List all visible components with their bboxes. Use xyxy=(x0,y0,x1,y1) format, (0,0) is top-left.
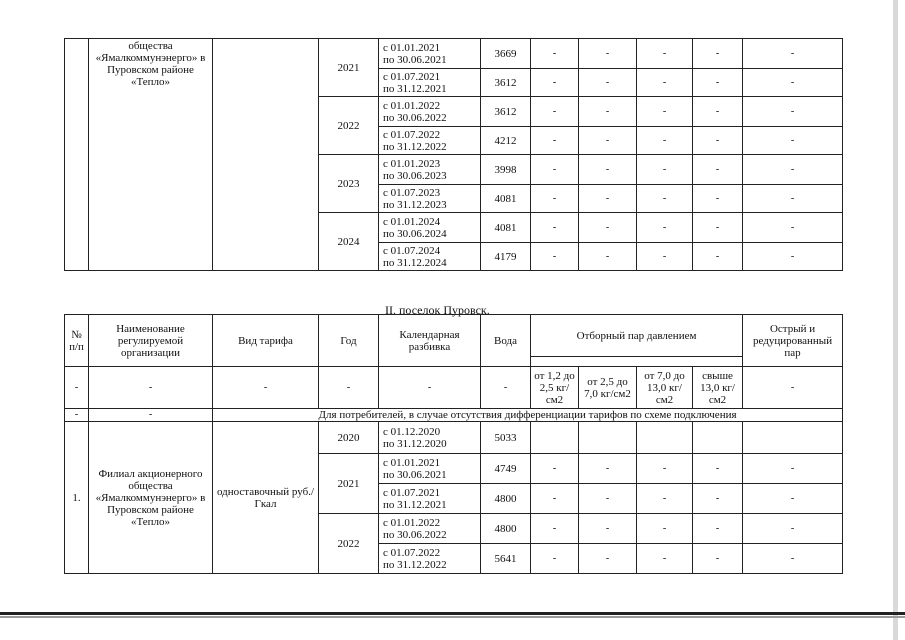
pressure-header-4: свыше 13,0 кг/см2 xyxy=(693,367,743,409)
water-value: 5033 xyxy=(481,422,531,454)
dash-cell: - xyxy=(531,155,579,185)
header-steam: Отборный пар давлением xyxy=(531,315,743,357)
pressure-header-1: от 1,2 до 2,5 кг/см2 xyxy=(531,367,579,409)
empty-cell xyxy=(579,422,637,454)
dash-cell: - xyxy=(213,367,319,409)
year-cell: 2023 xyxy=(319,155,379,213)
dash-cell: - xyxy=(637,484,693,514)
water-value: 4179 xyxy=(481,243,531,271)
dash-cell: - xyxy=(693,514,743,544)
tariff-type-cell xyxy=(213,39,319,271)
dash-cell: - xyxy=(743,367,843,409)
water-value: 3612 xyxy=(481,97,531,127)
water-value: 4800 xyxy=(481,484,531,514)
dash-cell: - xyxy=(743,185,843,213)
scan-edge-bottom xyxy=(0,612,905,615)
period-cell: с 01.07.2021 по 31.12.2021 xyxy=(379,484,481,514)
consumers-note: Для потребителей, в случае отсутствия дифференциации тарифов по схеме подключения xyxy=(213,409,843,422)
dash-cell: - xyxy=(89,409,213,422)
header-water: Вода xyxy=(481,315,531,367)
dash-cell: - xyxy=(579,69,637,97)
dash-cell: - xyxy=(579,155,637,185)
period-cell: с 01.01.2024 по 30.06.2024 xyxy=(379,213,481,243)
year-cell: 2021 xyxy=(319,39,379,97)
dash-cell: - xyxy=(579,544,637,574)
dash-cell: - xyxy=(531,69,579,97)
scan-edge-bottom-shadow xyxy=(0,616,905,618)
dash-cell: - xyxy=(693,484,743,514)
dash-cell: - xyxy=(693,127,743,155)
water-value: 4800 xyxy=(481,514,531,544)
dash-cell: - xyxy=(743,97,843,127)
dash-cell: - xyxy=(743,155,843,185)
dash-cell: - xyxy=(65,367,89,409)
dash-cell: - xyxy=(531,213,579,243)
year-cell: 2024 xyxy=(319,213,379,271)
dash-cell: - xyxy=(579,97,637,127)
dash-cell: - xyxy=(743,39,843,69)
water-value: 4749 xyxy=(481,454,531,484)
year-cell: 2022 xyxy=(319,514,379,574)
dash-cell: - xyxy=(379,367,481,409)
header-tariff-type: Вид тарифа xyxy=(213,315,319,367)
dash-cell: - xyxy=(637,155,693,185)
dash-cell: - xyxy=(743,544,843,574)
header-calendar: Календарная разбивка xyxy=(379,315,481,367)
dash-cell: - xyxy=(579,213,637,243)
dash-cell: - xyxy=(531,243,579,271)
dash-cell: - xyxy=(693,39,743,69)
dash-cell: - xyxy=(637,97,693,127)
dash-cell: - xyxy=(637,185,693,213)
dash-cell: - xyxy=(743,69,843,97)
year-cell: 2020 xyxy=(319,422,379,454)
water-value: 4081 xyxy=(481,213,531,243)
period-cell: с 01.07.2023 по 31.12.2023 xyxy=(379,185,481,213)
period-cell: с 01.01.2021 по 30.06.2021 xyxy=(379,39,481,69)
header-num: № п/п xyxy=(65,315,89,367)
dash-cell: - xyxy=(637,213,693,243)
dash-cell: - xyxy=(579,39,637,69)
section-title: II. поселок Пуровск. xyxy=(385,303,490,317)
empty-cell xyxy=(693,422,743,454)
empty-cell xyxy=(637,422,693,454)
dash-cell: - xyxy=(481,367,531,409)
empty-cell xyxy=(531,422,579,454)
tariff-type-cell: одноставочный руб./Гкал xyxy=(213,422,319,574)
dash-cell: - xyxy=(531,39,579,69)
scan-edge-right xyxy=(893,0,898,640)
dash-cell: - xyxy=(637,544,693,574)
row-number-cell xyxy=(65,39,89,271)
dash-cell: - xyxy=(579,514,637,544)
row-number-cell: 1. xyxy=(65,422,89,574)
water-value: 4081 xyxy=(481,185,531,213)
period-cell: с 01.01.2023 по 30.06.2023 xyxy=(379,155,481,185)
dash-cell: - xyxy=(637,454,693,484)
dash-cell: - xyxy=(693,69,743,97)
dash-cell: - xyxy=(693,454,743,484)
tariff-table-purovsk xyxy=(64,314,843,574)
dash-cell: - xyxy=(743,243,843,271)
pressure-header-2: от 2,5 до 7,0 кг/см2 xyxy=(579,367,637,409)
dash-cell: - xyxy=(637,39,693,69)
dash-cell: - xyxy=(693,185,743,213)
dash-cell: - xyxy=(693,97,743,127)
dash-cell: - xyxy=(579,243,637,271)
period-cell: с 01.01.2022 по 30.06.2022 xyxy=(379,514,481,544)
dash-cell: - xyxy=(579,484,637,514)
dash-cell: - xyxy=(693,155,743,185)
dash-cell: - xyxy=(531,127,579,155)
period-cell: с 01.07.2022 по 31.12.2022 xyxy=(379,127,481,155)
period-cell: с 01.01.2022 по 30.06.2022 xyxy=(379,97,481,127)
org-name-cell: Филиал акционерного общества «Ямалкоммунэнерго» в Пуровском районе «Тепло» xyxy=(89,422,213,574)
dash-cell: - xyxy=(531,97,579,127)
dash-cell: - xyxy=(637,69,693,97)
dash-cell: - xyxy=(693,213,743,243)
org-name-cell: общества «Ямалкоммунэнерго» в Пуровском районе «Тепло» xyxy=(89,39,213,271)
dash-cell: - xyxy=(319,367,379,409)
dash-cell: - xyxy=(693,544,743,574)
tariff-table-continued xyxy=(64,38,843,271)
empty-cell xyxy=(743,422,843,454)
dash-cell: - xyxy=(743,514,843,544)
dash-cell: - xyxy=(531,454,579,484)
period-cell: с 01.07.2024 по 31.12.2024 xyxy=(379,243,481,271)
dash-cell: - xyxy=(693,243,743,271)
year-cell: 2021 xyxy=(319,454,379,514)
water-value: 3612 xyxy=(481,69,531,97)
dash-cell: - xyxy=(531,544,579,574)
dash-cell: - xyxy=(579,454,637,484)
period-cell: с 01.01.2021 по 30.06.2021 xyxy=(379,454,481,484)
dash-cell: - xyxy=(743,127,843,155)
header-year: Год xyxy=(319,315,379,367)
dash-cell: - xyxy=(531,484,579,514)
pressure-header-3: от 7,0 до 13,0 кг/см2 xyxy=(637,367,693,409)
dash-cell: - xyxy=(743,484,843,514)
dash-cell: - xyxy=(637,127,693,155)
dash-cell: - xyxy=(637,243,693,271)
dash-cell: - xyxy=(579,127,637,155)
year-cell: 2022 xyxy=(319,97,379,155)
water-value: 4212 xyxy=(481,127,531,155)
water-value: 3669 xyxy=(481,39,531,69)
dash-cell: - xyxy=(743,213,843,243)
dash-cell: - xyxy=(637,514,693,544)
period-cell: с 01.07.2022 по 31.12.2022 xyxy=(379,544,481,574)
period-cell: с 01.07.2021 по 31.12.2021 xyxy=(379,69,481,97)
header-sharp-steam: Острый и редуцированный пар xyxy=(743,315,843,367)
dash-cell: - xyxy=(579,185,637,213)
dash-cell: - xyxy=(89,367,213,409)
dash-cell: - xyxy=(65,409,89,422)
water-value: 3998 xyxy=(481,155,531,185)
dash-cell: - xyxy=(743,454,843,484)
dash-cell: - xyxy=(531,514,579,544)
header-org: Наименование регулируемой организации xyxy=(89,315,213,367)
dash-cell: - xyxy=(531,185,579,213)
water-value: 5641 xyxy=(481,544,531,574)
period-cell: с 01.12.2020 по 31.12.2020 xyxy=(379,422,481,454)
